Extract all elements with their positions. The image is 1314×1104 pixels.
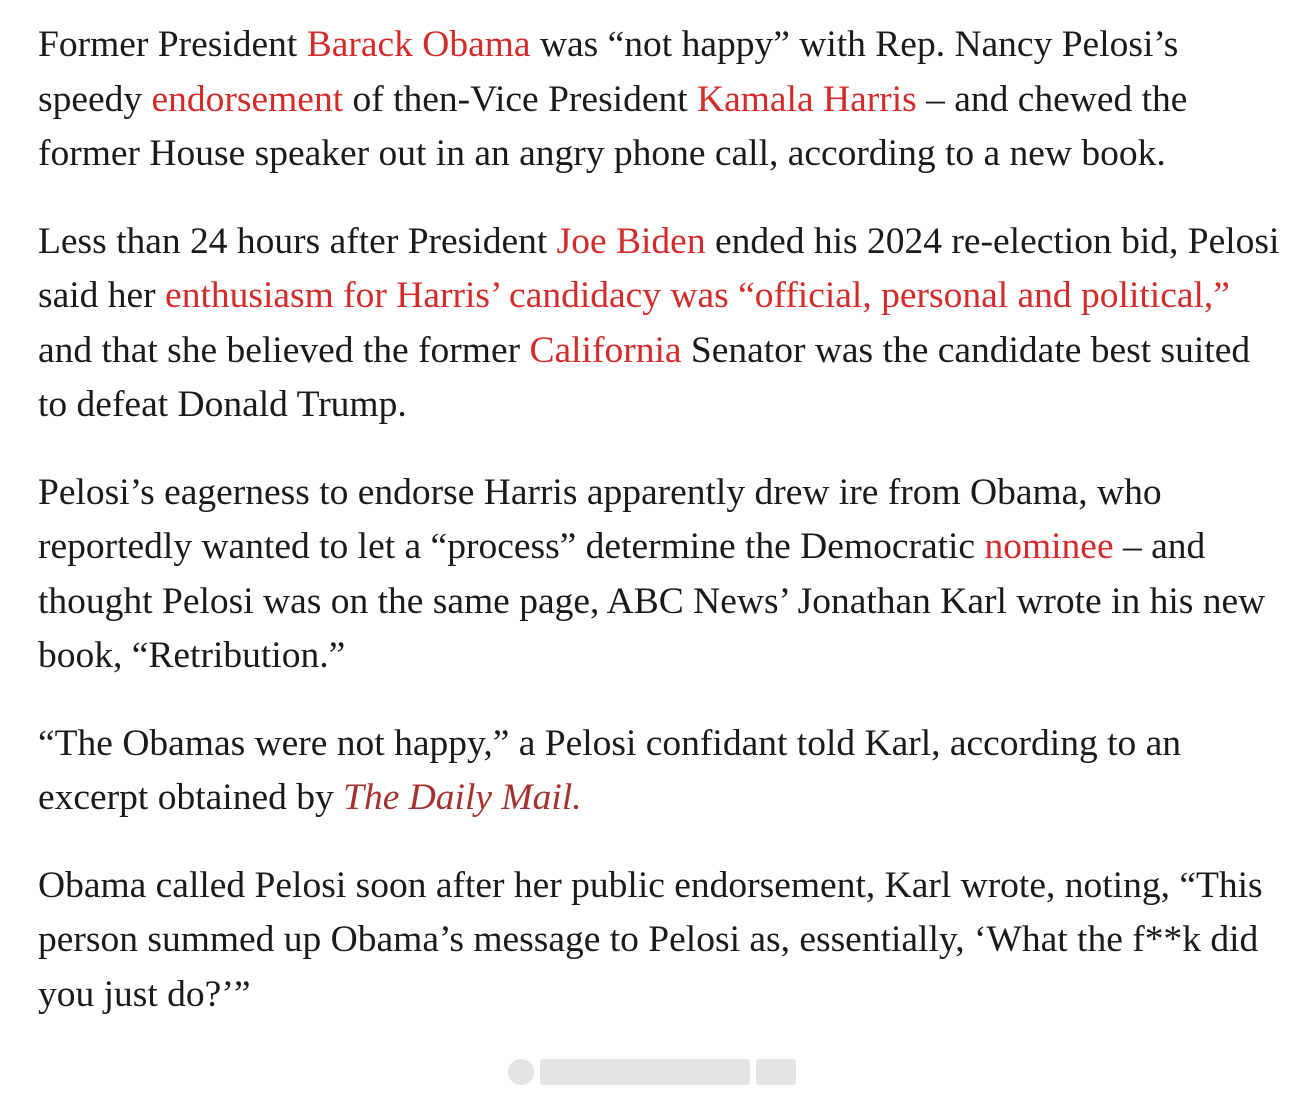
paragraph-5: [38, 859, 1288, 1023]
paragraph-1: [38, 18, 1288, 182]
link-endorsement[interactable]: endorsement: [151, 78, 344, 120]
paragraph-3: [38, 466, 1288, 684]
text: – and thought Pelosi was on the same page, ABC News’ Jonathan Karl wrote in his new book, “Retribution.”: [38, 526, 1266, 676]
watermark-bar: [540, 1059, 750, 1085]
link-enthusiasm-quote[interactable]: enthusiasm for Harris’ candidacy was “official, personal and political,”: [165, 275, 1230, 316]
paragraph-2: [38, 215, 1288, 433]
article-body: [38, 18, 1288, 1055]
text: “The Obamas were not happy,” a Pelosi confidant told Karl, according to an excerpt obtained by: [38, 722, 1182, 818]
text: – and chewed the former House speaker out in an angry phone call, according to a new book.: [38, 78, 1188, 174]
link-barack-obama[interactable]: Barack Obama: [306, 24, 531, 65]
text: Less than 24 hours after President: [38, 220, 557, 262]
text: Senator was the candidate best suited to defeat Donald Trump.: [38, 329, 1251, 425]
link-kamala-harris[interactable]: Kamala Harris: [697, 78, 917, 120]
watermark-overlay: [502, 1054, 802, 1090]
text: Obama called Pelosi soon after her public endorsement, Karl wrote, noting, “This person summed up Obama’s message to Pelosi as, essentially, ‘What the f**k did you just do?’”: [38, 864, 1263, 1015]
link-the-daily-mail[interactable]: The Daily Mail.: [343, 777, 582, 818]
link-joe-biden[interactable]: Joe Biden: [556, 220, 706, 262]
text: and that she believed the former: [38, 329, 530, 371]
text: Pelosi’s eagerness to endorse Harris apparently drew ire from Obama, who reportedly wanted to let a “process” determine the Democratic: [38, 471, 1162, 567]
link-nominee[interactable]: nominee: [984, 526, 1114, 567]
watermark-logo-icon: [508, 1059, 534, 1085]
watermark-bar: [756, 1059, 796, 1085]
text: Former President: [38, 24, 307, 65]
paragraph-4: [38, 717, 1288, 826]
text: ended his 2024 re-election bid, Pelosi said her: [38, 220, 1280, 316]
text: of then-Vice President: [343, 78, 698, 120]
text: was “not happy” with Rep. Nancy Pelosi’s speedy: [38, 24, 1179, 120]
link-california[interactable]: California: [529, 329, 682, 371]
